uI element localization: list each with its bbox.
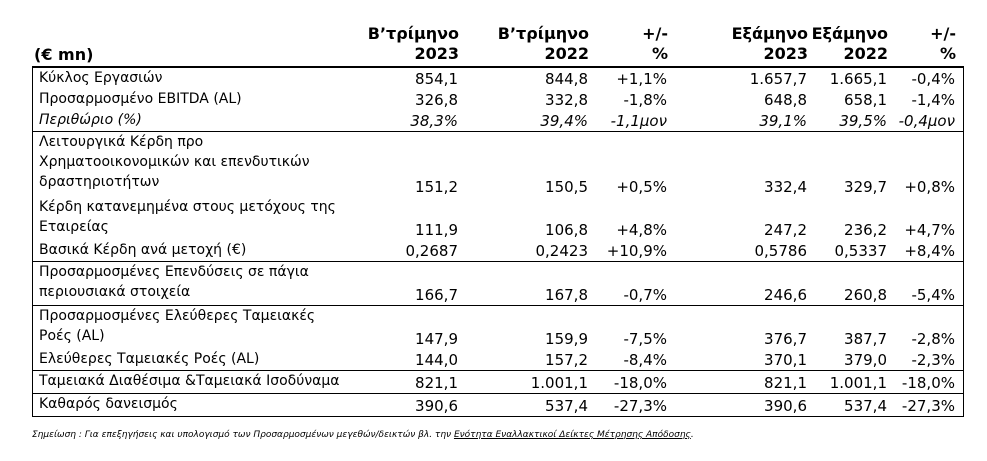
row-label: Καθαρός δανεισμός: [39, 396, 178, 412]
cell-h1-2023: 0,5786: [754, 242, 807, 260]
row-label: Κύκλος Εργασιών: [39, 70, 163, 86]
cell-q2-2022: 106,8: [545, 221, 588, 239]
cell-q-change: -0,7%: [623, 286, 667, 304]
cell-h-change: +0,8%: [904, 178, 955, 196]
unit-label: (€ mn): [34, 45, 94, 64]
cell-h1-2022: 379,0: [844, 351, 887, 369]
cell-q2-2023: 166,7: [415, 286, 458, 304]
cell-h1-2023: 1.657,7: [749, 70, 807, 88]
cell-q2-2022: 844,8: [545, 70, 588, 88]
row-label: Προσαρμοσμένες Επενδύσεις σε πάγια περιουσιακά στοιχεία: [39, 264, 309, 300]
row-label: Κέρδη κατανεμημένα στους μετόχους της Εταιρείας: [39, 199, 336, 235]
cell-h1-2022: 1.001,1: [829, 374, 887, 392]
cell-q2-2023: 147,9: [415, 330, 458, 348]
cell-h1-2022: 658,1: [844, 91, 887, 109]
cell-h-change: -18,0%: [901, 374, 955, 392]
table-row: [32, 262, 964, 306]
cell-h-change: -2,3%: [911, 351, 955, 369]
cell-q-change: -7,5%: [623, 330, 667, 348]
col-header-q-change: +/- %: [642, 24, 668, 63]
cell-h1-2023: 390,6: [764, 397, 807, 415]
cell-h1-2023: 39,1%: [759, 112, 807, 130]
table-row: [32, 89, 964, 110]
cell-h-change: -27,3%: [901, 397, 955, 415]
cell-q2-2022: 332,8: [545, 91, 588, 109]
cell-q2-2022: 1.001,1: [530, 374, 588, 392]
col-header-h1-2022: Εξάμηνο 2022: [811, 24, 888, 63]
cell-h1-2023: 247,2: [764, 221, 807, 239]
cell-h1-2023: 376,7: [764, 330, 807, 348]
cell-q2-2023: 821,1: [415, 374, 458, 392]
cell-h1-2022: 1.665,1: [829, 70, 887, 88]
table-row: [32, 197, 964, 240]
row-label: Προσαρμοσμένο EBITDA (AL): [39, 91, 242, 107]
cell-q2-2022: 150,5: [545, 178, 588, 196]
row-label: Βασικά Κέρδη ανά μετοχή (€): [39, 242, 247, 258]
row-label: Προσαρμοσμένες Ελεύθερες Ταμειακές Ροές (AL): [39, 308, 316, 344]
cell-q-change: -27,3%: [613, 397, 667, 415]
cell-h1-2022: 0,5337: [834, 242, 887, 260]
cell-q-change: -8,4%: [623, 351, 667, 369]
cell-q2-2023: 0,2687: [405, 242, 458, 260]
footnote: Σημείωση : Για επεξηγήσεις και υπολογισμό των Προσαρμοσμένων μεγεθών/δεικτών βλ. την Ενότητα Εναλλακτικοί Δείκτες Μέτρησης Απόδοσης.: [32, 430, 694, 440]
cell-h-change: -0,4μον: [898, 112, 955, 130]
cell-h1-2022: 236,2: [844, 221, 887, 239]
cell-q-change: +10,9%: [606, 242, 667, 260]
cell-h1-2023: 246,6: [764, 286, 807, 304]
row-label: Ταμειακά Διαθέσιμα &Ταμειακά Ισοδύναμα: [39, 373, 340, 389]
table-row: [32, 349, 964, 371]
cell-q2-2022: 167,8: [545, 286, 588, 304]
cell-q2-2023: 151,2: [415, 178, 458, 196]
cell-q2-2023: 854,1: [415, 70, 458, 88]
cell-q2-2022: 537,4: [545, 397, 588, 415]
col-header-h-change: +/- %: [930, 24, 956, 63]
cell-h-change: +4,7%: [904, 221, 955, 239]
cell-q2-2023: 144,0: [415, 351, 458, 369]
cell-h1-2023: 648,8: [764, 91, 807, 109]
table-row: [32, 132, 964, 197]
cell-h1-2022: 329,7: [844, 178, 887, 196]
cell-h-change: -1,4%: [911, 91, 955, 109]
cell-h1-2023: 332,4: [764, 178, 807, 196]
cell-q-change: -1,8%: [623, 91, 667, 109]
financial-table: [32, 14, 964, 417]
cell-q-change: +1,1%: [616, 70, 667, 88]
cell-h1-2023: 370,1: [764, 351, 807, 369]
cell-q-change: +4,8%: [616, 221, 667, 239]
row-label: Περιθώριο (%): [39, 112, 142, 128]
row-label: Λειτουργικά Κέρδη προ Χρηματοοικονομικών και επενδυτικών δραστηριοτήτων: [39, 134, 310, 190]
table-row: [32, 110, 964, 132]
cell-h1-2022: 537,4: [844, 397, 887, 415]
table-row: [32, 306, 964, 349]
cell-q2-2023: 38,3%: [410, 112, 458, 130]
cell-q2-2022: 159,9: [545, 330, 588, 348]
cell-q-change: -1,1μον: [610, 112, 667, 130]
cell-h-change: -2,8%: [911, 330, 955, 348]
table-row: [32, 394, 964, 417]
col-header-q2-2022: Β’τρίμηνο 2022: [497, 24, 589, 63]
cell-q-change: +0,5%: [616, 178, 667, 196]
table-row: [32, 240, 964, 262]
cell-q2-2022: 0,2423: [535, 242, 588, 260]
cell-q2-2022: 39,4%: [540, 112, 588, 130]
table-header: [32, 14, 964, 68]
col-header-h1-2023: Εξάμηνο 2023: [731, 24, 808, 63]
cell-q2-2022: 157,2: [545, 351, 588, 369]
cell-h-change: +8,4%: [904, 242, 955, 260]
cell-h1-2023: 821,1: [764, 374, 807, 392]
cell-h1-2022: 260,8: [844, 286, 887, 304]
footnote-text: Σημείωση : Για επεξηγήσεις και υπολογισμό των Προσαρμοσμένων μεγεθών/δεικτών βλ. την: [32, 430, 454, 440]
cell-q2-2023: 326,8: [415, 91, 458, 109]
cell-h-change: -5,4%: [911, 286, 955, 304]
cell-h-change: -0,4%: [911, 70, 955, 88]
col-header-q2-2023: Β’τρίμηνο 2023: [367, 24, 459, 63]
table-row: [32, 371, 964, 394]
cell-h1-2022: 39,5%: [839, 112, 887, 130]
row-label: Ελεύθερες Ταμειακές Ροές (AL): [39, 351, 260, 367]
cell-q-change: -18,0%: [613, 374, 667, 392]
table-body: [32, 68, 964, 417]
cell-q2-2023: 390,6: [415, 397, 458, 415]
table-row: [32, 68, 964, 89]
cell-h1-2022: 387,7: [844, 330, 887, 348]
cell-q2-2023: 111,9: [415, 221, 458, 239]
footnote-link[interactable]: Ενότητα Εναλλακτικοί Δείκτες Μέτρησης Απόδοσης: [453, 430, 691, 440]
